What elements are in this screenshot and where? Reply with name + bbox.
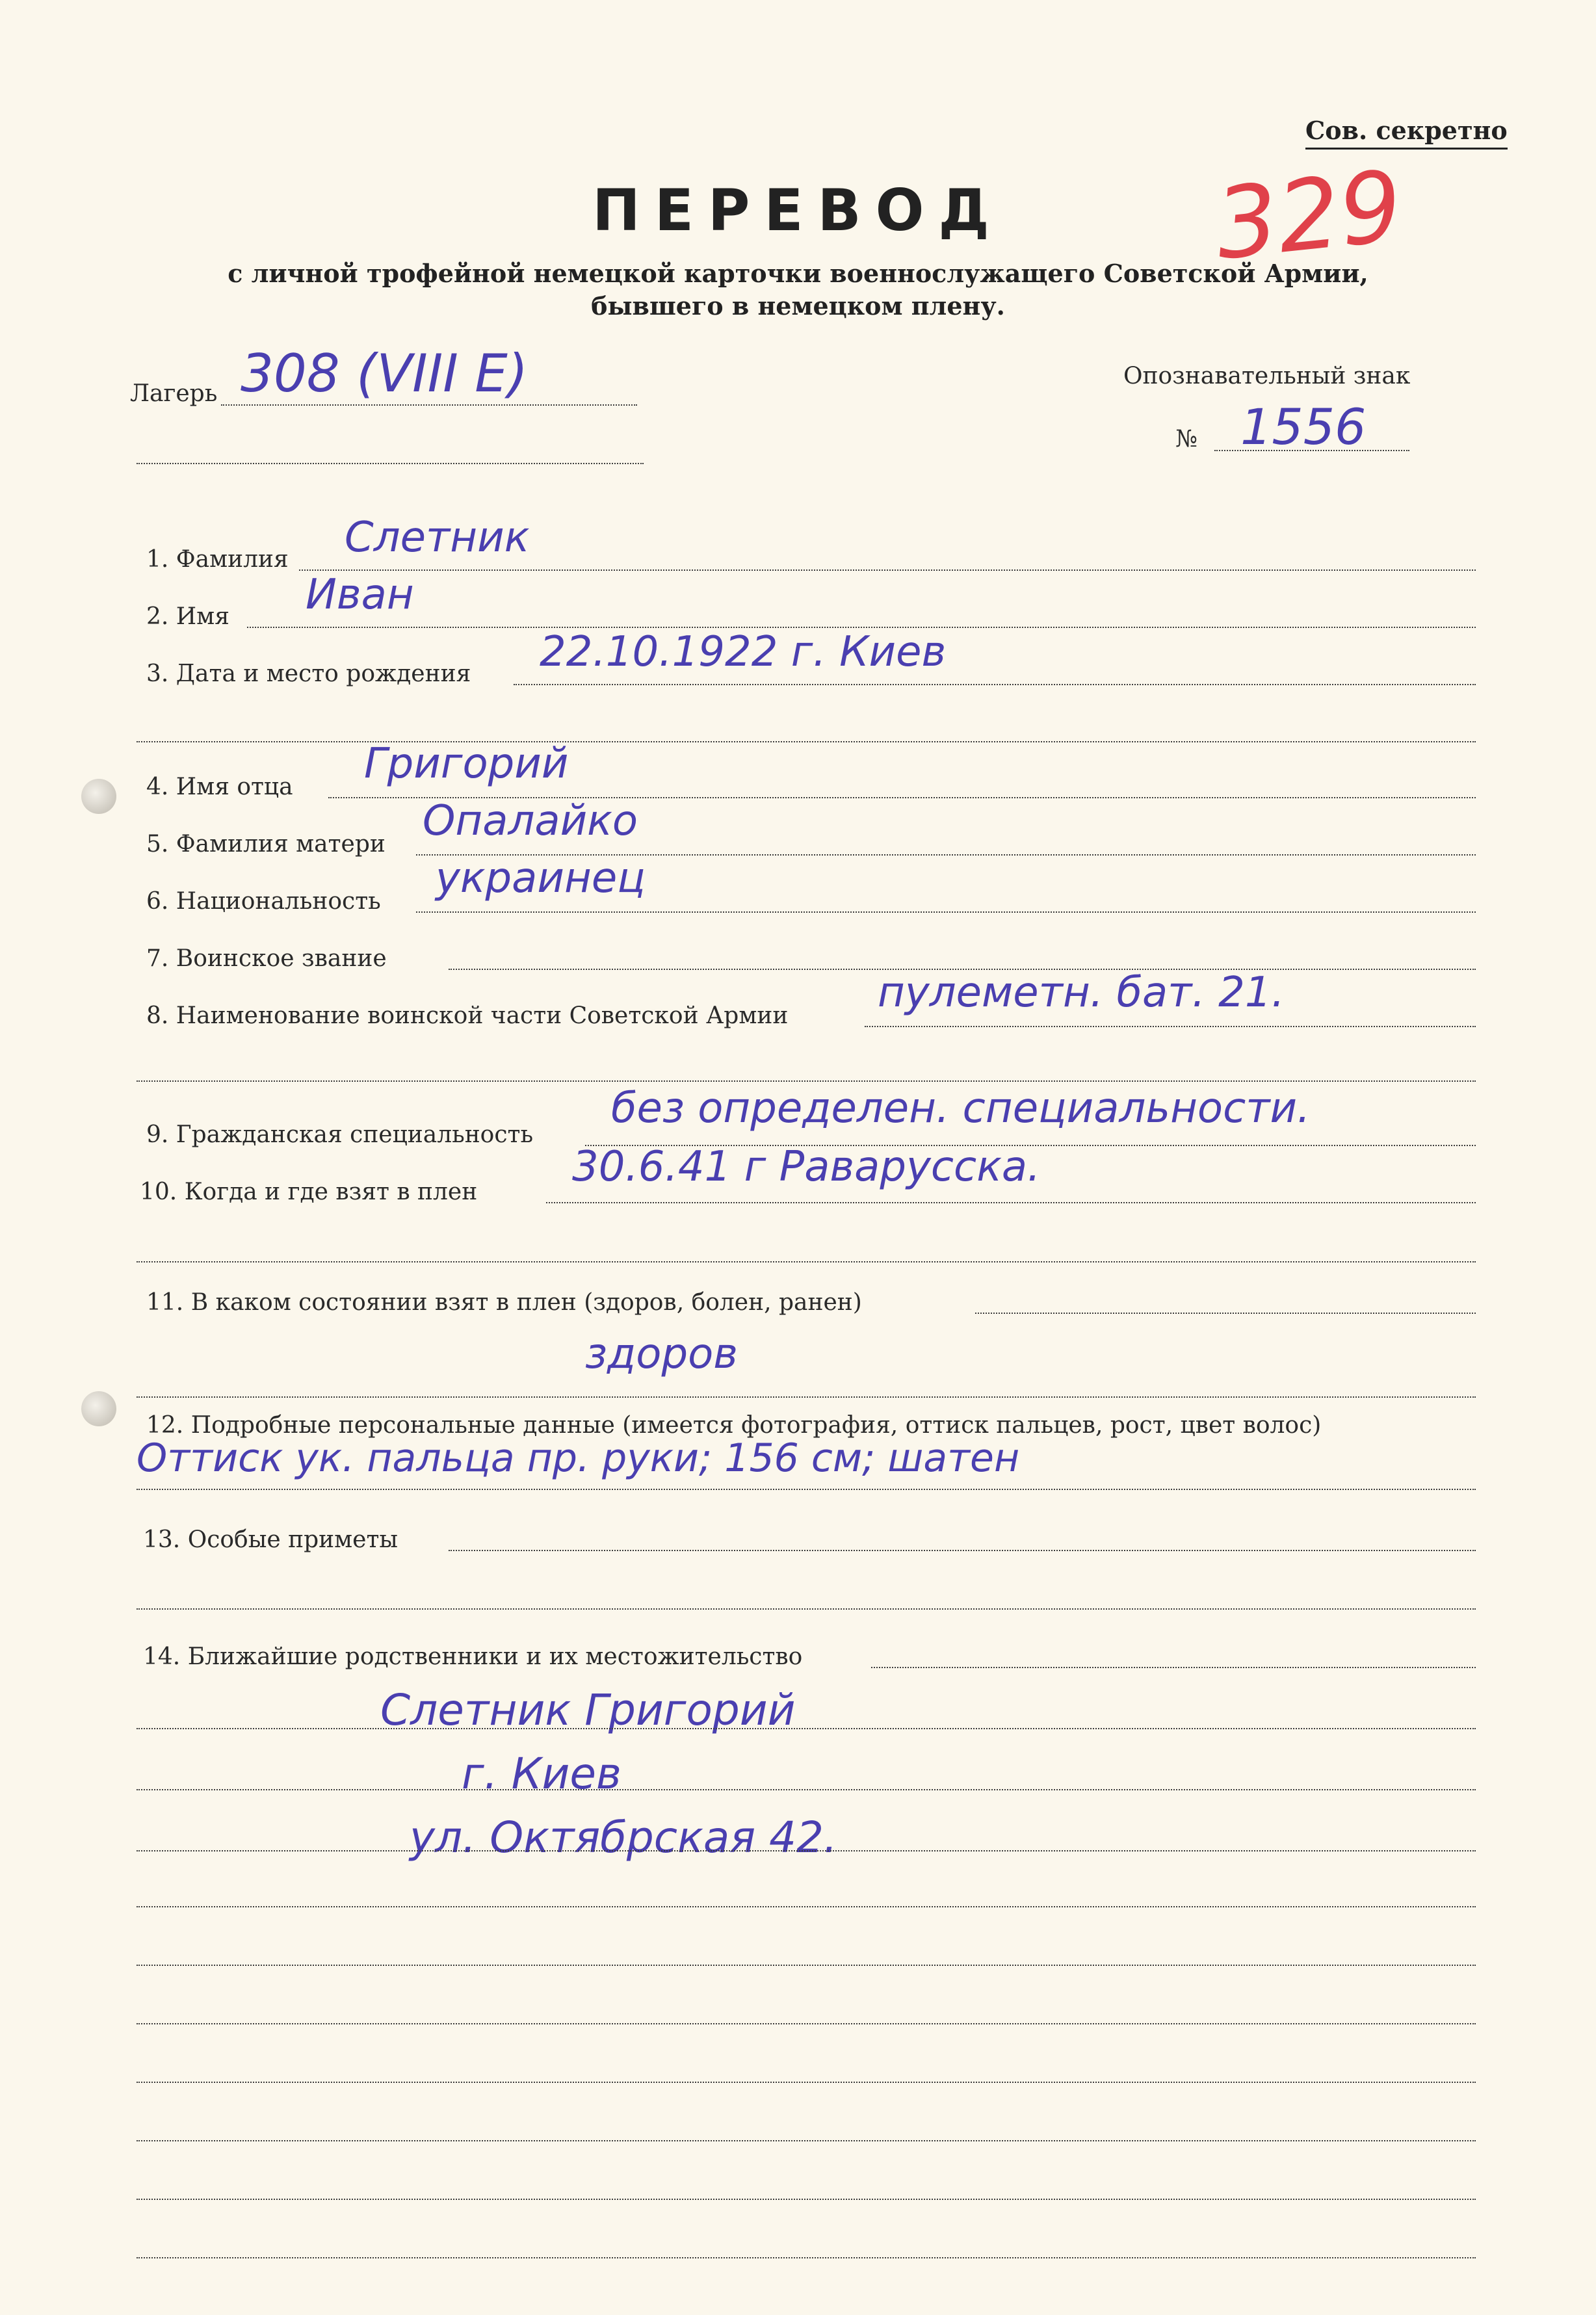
subtitle-line-2: бывшего в немецком плену.	[591, 291, 1005, 320]
ruled-line-2	[137, 1789, 1476, 1790]
field-14-value-line-2: г. Киев	[462, 1749, 621, 1799]
punch-hole-top	[81, 779, 116, 814]
classification-stamp: Сов. секретно	[1305, 116, 1508, 150]
field-4-label: 4. Имя отца	[146, 774, 293, 800]
field-12-value: Оттиск ук. пальца пр. руки; 156 см; шатен	[137, 1435, 1020, 1481]
field-10-line-2	[137, 1261, 1476, 1262]
field-12-label: 12. Подробные персональные данные (имеется фотография, оттиск пальцев, рост, цвет волос)	[146, 1412, 1322, 1439]
field-13-label: 13. Особые приметы	[143, 1526, 399, 1553]
field-1-value: Слетник	[345, 514, 530, 562]
field-10-label: 10. Когда и где взят в плен	[140, 1179, 478, 1205]
camp-line-2	[137, 463, 644, 464]
field-1-line	[299, 569, 1476, 571]
ruled-line-6	[137, 2023, 1476, 2024]
field-10-line	[546, 1202, 1476, 1203]
field-12-line-2	[137, 1489, 1476, 1490]
tag-value: 1556	[1240, 398, 1367, 456]
field-14-value-line-3: ул. Октябрская 42.	[410, 1812, 838, 1863]
field-3-value: 22.10.1922 г. Киев	[540, 628, 947, 676]
handwritten-red-number: 329	[1210, 150, 1407, 282]
camp-line	[221, 404, 637, 406]
field-3-line-2	[137, 741, 1476, 742]
tag-label: Опознавательный знак	[1123, 363, 1411, 389]
field-8-label: 8. Наименование воинской части Советской Армии	[146, 1002, 789, 1029]
camp-label: Лагерь	[130, 380, 218, 407]
field-14-label: 14. Ближайшие родственники и их местожительство	[143, 1643, 803, 1670]
field-4-value: Григорий	[364, 740, 569, 788]
field-6-line	[416, 911, 1476, 913]
field-2-label: 2. Имя	[146, 603, 229, 630]
field-3-label: 3. Дата и место рождения	[146, 660, 471, 687]
field-8-line	[865, 1026, 1476, 1027]
field-1-label: 1. Фамилия	[146, 546, 289, 573]
tag-number-sign: №	[1175, 426, 1198, 452]
field-5-label: 5. Фамилия матери	[146, 831, 386, 857]
field-9-value: без определен. специальности.	[611, 1084, 1311, 1132]
ruled-line-7	[137, 2082, 1476, 2083]
ruled-line-3	[137, 1850, 1476, 1851]
field-14-line	[871, 1667, 1476, 1668]
field-3-line	[514, 684, 1476, 685]
field-6-label: 6. Национальность	[146, 888, 381, 915]
field-11-line	[975, 1313, 1476, 1314]
field-8-line-2	[137, 1080, 1476, 1082]
camp-value: 308 (VIII E)	[241, 343, 529, 404]
punch-hole-bottom	[81, 1391, 116, 1426]
field-11-line-2	[137, 1396, 1476, 1398]
field-11-label: 11. В каком состоянии взят в плен (здоров, болен, ранен)	[146, 1289, 862, 1316]
ruled-line-4	[137, 1906, 1476, 1907]
ruled-line-5	[137, 1965, 1476, 1966]
ruled-line-10	[137, 2257, 1476, 2258]
ruled-line-8	[137, 2140, 1476, 2141]
document-title: ПЕРЕВОД	[592, 177, 1004, 244]
field-11-value: здоров	[585, 1330, 738, 1378]
field-14-value-line-1: Слетник Григорий	[380, 1685, 796, 1735]
field-9-label: 9. Гражданская специальность	[146, 1121, 534, 1148]
field-13-line-2	[137, 1608, 1476, 1610]
field-10-value: 30.6.41 г Раварусска.	[572, 1143, 1041, 1191]
subtitle-line-1: с личной трофейной немецкой карточки военнослужащего Советской Армии,	[228, 259, 1368, 288]
field-13-line	[449, 1550, 1476, 1551]
field-5-value: Опалайко	[423, 797, 638, 845]
field-7-label: 7. Воинское звание	[146, 945, 387, 972]
field-2-value: Иван	[306, 571, 414, 619]
field-6-value: украинец	[436, 854, 646, 902]
ruled-line-9	[137, 2199, 1476, 2200]
field-8-value: пулеметн. бат. 21.	[878, 969, 1285, 1017]
ruled-line-1	[137, 1728, 1476, 1729]
